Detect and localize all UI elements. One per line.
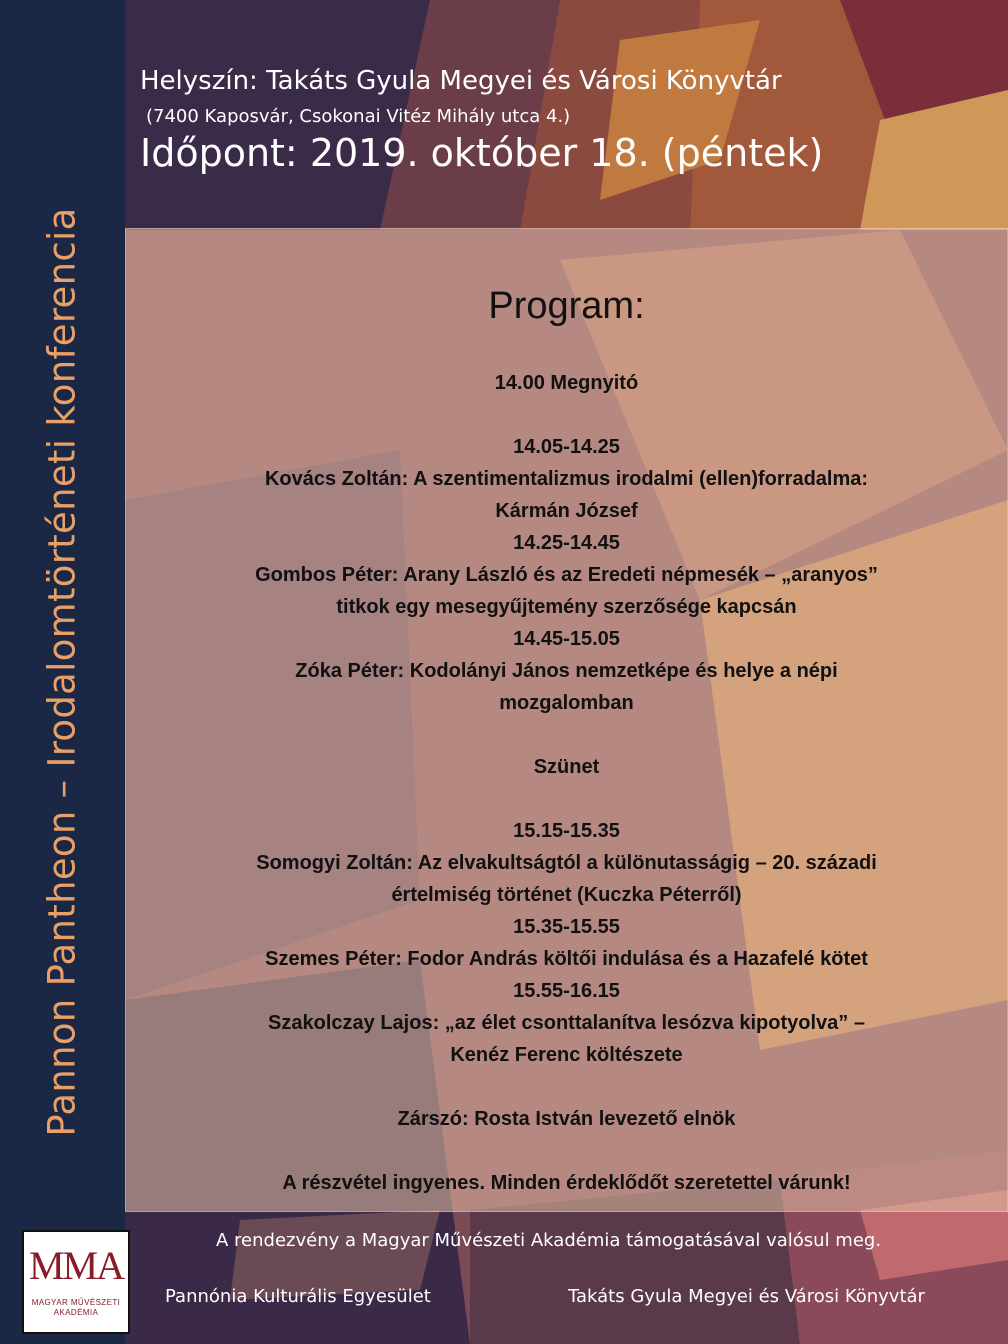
side-title: Pannon Pantheon – Irodalomtörténeti konferencia xyxy=(40,207,84,1137)
header xyxy=(140,66,823,175)
date-line: Időpont: 2019. október 18. (péntek) xyxy=(140,131,824,175)
mma-logo-line1: MAGYAR MŰVÉSZETI xyxy=(31,1298,121,1307)
location-line: Helyszín: Takáts Gyula Megyei és Városi Könyvtár xyxy=(140,66,782,96)
program-line: Kovács Zoltán: A szentimentalizmus irodalmi (ellen)forradalma: xyxy=(264,468,869,490)
mma-logo-line2: AKADÉMIA xyxy=(53,1308,99,1317)
program-title: Program: xyxy=(488,285,645,327)
address-line: (7400 Kaposvár, Csokonai Vitéz Mihály utca 4.) xyxy=(146,106,571,127)
program-line: Kármán József xyxy=(495,500,638,522)
program-line: Somogyi Zoltán: Az elvakultságtól a különutasságig – 20. századi xyxy=(256,852,877,874)
program-time: 15.55-16.15 xyxy=(513,980,620,1002)
mma-logo-mark: MMA xyxy=(28,1243,124,1288)
program-panel xyxy=(125,228,1008,1212)
mma-logo-subtitle xyxy=(24,1298,128,1318)
organizer-right: Takáts Gyula Megyei és Városi Könyvtár xyxy=(568,1286,925,1307)
program-break: Szünet xyxy=(533,756,600,778)
support-note: A rendezvény a Magyar Művészeti Akadémia támogatásával valósul meg. xyxy=(216,1230,882,1251)
program-line: Zóka Péter: Kodolányi János nemzetképe és helye a népi xyxy=(295,660,838,682)
program-time: 14.05-14.25 xyxy=(513,436,620,458)
program-time: 15.15-15.35 xyxy=(513,820,620,842)
program-line: 14.00 Megnyitó xyxy=(494,372,639,394)
program-line: mozgalomban xyxy=(499,692,634,714)
program-line: titkok egy mesegyűjtemény szerzősége kapcsán xyxy=(336,596,797,618)
program-line: értelmiség történet (Kuczka Péterről) xyxy=(391,884,742,906)
program-closing: Zárszó: Rosta István levezető elnök xyxy=(397,1108,736,1130)
program-notice: A részvétel ingyenes. Minden érdeklődőt szeretettel várunk! xyxy=(282,1172,851,1194)
program-line: Kenéz Ferenc költészete xyxy=(450,1044,683,1066)
mma-logo xyxy=(22,1230,130,1334)
program-line: Szakolczay Lajos: „az élet csonttalanítva lesózva kipotyolva” – xyxy=(268,1012,865,1034)
organizer-left: Pannónia Kulturális Egyesület xyxy=(165,1286,431,1307)
program-time: 15.35-15.55 xyxy=(513,916,620,938)
program-line: Gombos Péter: Arany László és az Eredeti népmesék – „aranyos” xyxy=(255,564,878,586)
program-time: 14.45-15.05 xyxy=(513,628,620,650)
program-time: 14.25-14.45 xyxy=(513,532,620,554)
program-line: Szemes Péter: Fodor András költői indulása és a Hazafelé kötet xyxy=(265,948,868,970)
